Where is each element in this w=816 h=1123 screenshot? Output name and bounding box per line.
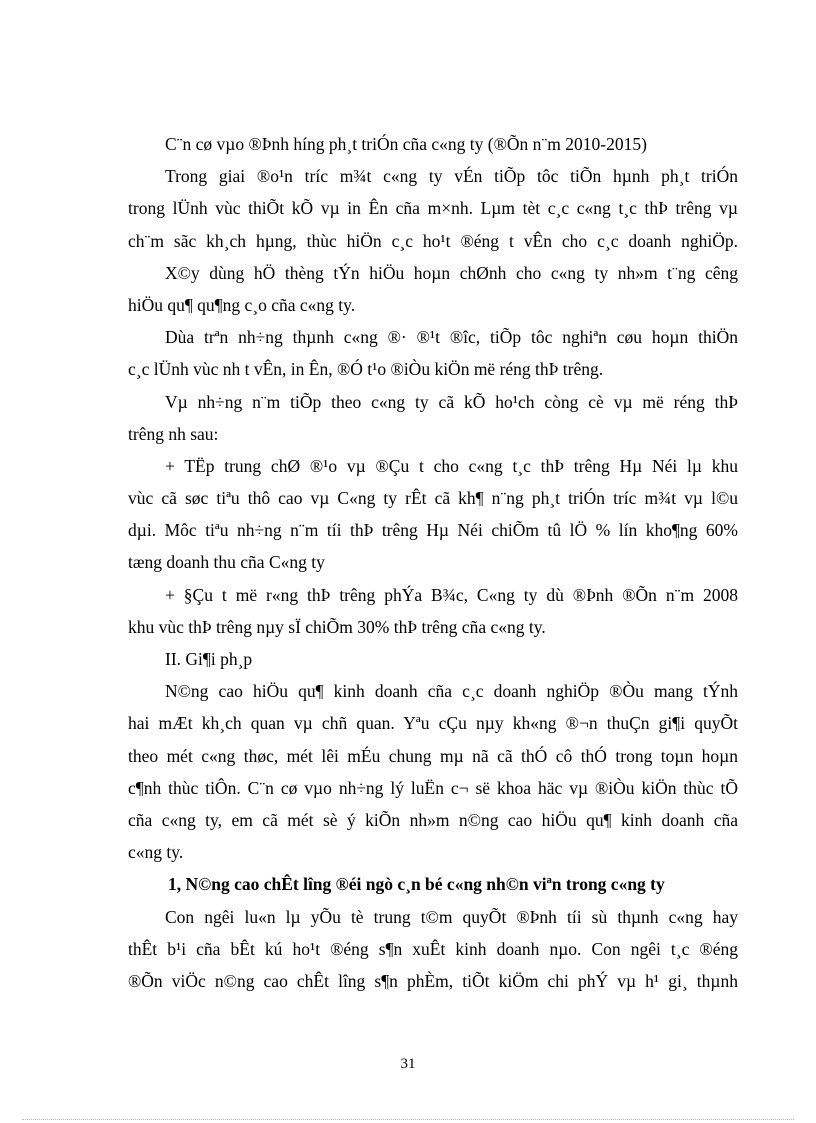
list-item-line: dµi. Môc tiªu nh÷ng n¨m tíi thÞ trêng Hµ Néi chiÕm tû lÖ % lín kho¶ng 60% (128, 520, 738, 541)
list-item-line: vùc cã søc tiªu thô cao vµ C«ng ty rÊt cã kh¶ n¨ng ph¸t triÓn tríc m¾t vµ l©u (128, 488, 738, 509)
paragraph-line: C¨n cø vµo ®Þnh híng ph¸t triÓn cña c«ng ty (®Õn n¨m 2010-2015) (165, 134, 647, 154)
paragraph-line: theo mét c«ng thøc, mét lêi mÉu chung mµ nã cã thÓ cô thÓ trong toµn hoµn (128, 745, 738, 766)
paragraph-line: Dùa trªn nh÷ng thµnh c«ng ®· ®¹t ®îc, tiÕp tôc nghiªn cøu hoµn thiÖn (165, 327, 738, 348)
paragraph-line: Trong giai ®o¹n tríc m¾t c«ng ty vÉn tiÕp tôc tiÕn hµnh ph¸t triÓn (165, 166, 738, 187)
paragraph-line: N©ng cao hiÖu qu¶ kinh doanh cña c¸c doanh nghiÖp ®Òu mang tÝnh (165, 681, 738, 702)
paragraph-line: c«ng ty. (128, 842, 184, 863)
subsection-heading: 1, N©ng cao chÊt lîng ®éi ngò c¸n bé c«ng nh©n viªn trong c«ng ty (168, 874, 665, 895)
paragraph-line: ®Õn viÖc n©ng cao chÊt lîng s¶n phÈm, tiÕt kiÖm chi phÝ vµ h¹ gi¸ thµnh (128, 970, 738, 991)
list-item-line: tæng doanh thu cña C«ng ty (128, 552, 325, 573)
page-number: 31 (400, 1056, 416, 1072)
paragraph-line: hai mÆt kh¸ch quan vµ chñ quan. Yªu cÇu nµy kh«ng ®¬n thuÇn gi¶i quyÕt (128, 713, 738, 734)
section-heading: II. Gi¶i ph¸p (165, 649, 253, 669)
paragraph-line: thÊt b¹i cña bÊt kú ho¹t ®éng s¶n xuÊt kinh doanh nµo. Con ngêi t¸c ®éng (128, 938, 738, 959)
paragraph-line: Con ngêi lu«n lµ yÕu tè trung t©m quyÕt ®Þnh tíi sù thµnh c«ng hay (165, 906, 738, 927)
list-item-line: khu vùc thÞ trêng nµy sÏ chiÕm 30% thÞ trêng cña c«ng ty. (128, 616, 546, 637)
paragraph-line: hiÖu qu¶ qu¶ng c¸o cña c«ng ty. (128, 294, 356, 315)
list-item-line: + §Çu t më r«ng thÞ trêng phÝa B¾c, C«ng ty dù ®Þnh ®Õn n¨m 2008 (165, 584, 738, 605)
paragraph-line: Vµ nh÷ng n¨m tiÕp theo c«ng ty cã kÕ ho¹ch còng cè vµ më réng thÞ (165, 391, 738, 412)
paragraph-line: ch¨m sãc kh¸ch hµng, thùc hiÖn c¸c ho¹t ®éng t vÊn cho c¸c doanh nghiÖp. (128, 230, 738, 251)
list-item-line: + TËp trung chØ ®¹o vµ ®Çu t cho c«ng t¸c thÞ trêng Hµ Néi lµ khu (165, 455, 738, 476)
paragraph-line: trêng nh sau: (128, 423, 219, 444)
paragraph-line: trong lÜnh vùc thiÕt kÕ vµ in Ên cña m×nh. Lµm tèt c¸c c«ng t¸c thÞ trêng vµ (128, 198, 738, 219)
body-text (128, 128, 738, 997)
paragraph-line: c¶nh thùc tiÔn. C¨n cø vµo nh÷ng lý luËn c¬ së khoa häc vµ ®iÒu kiÖn thùc tÕ (128, 777, 738, 798)
page-bottom-divider (22, 1119, 794, 1120)
paragraph-line: X©y dùng hÖ thèng tÝn hiÖu hoµn chØnh cho c«ng ty nh»m t¨ng cêng (165, 262, 738, 283)
paragraph-line: cña c«ng ty, em cã mét sè ý kiÕn nh»m n©ng cao hiÖu qu¶ kinh doanh cña (128, 809, 738, 830)
paragraph-line: c¸c lÜnh vùc nh t vÊn, in Ên, ®Ó t¹o ®iÒu kiÖn më réng thÞ trêng. (128, 359, 604, 380)
